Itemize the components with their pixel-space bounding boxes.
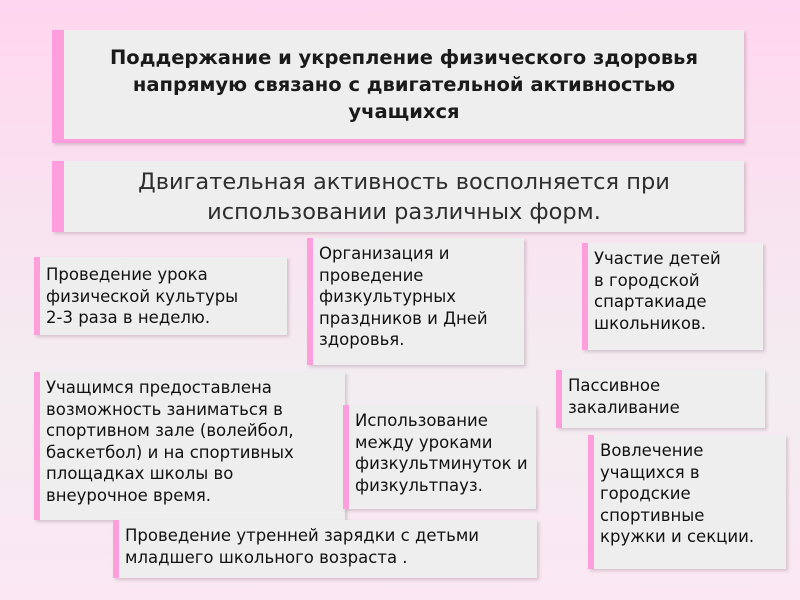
slide-subtitle-text: Двигательная активность восполняется при использовании различных форм.: [138, 168, 670, 225]
form-card-exercise-breaks: Использование между уроками физкультминуток и физкультпауз.: [343, 405, 536, 509]
form-card-city-spartakiad: Участие детей в городской спартакиаде школьников.: [582, 243, 763, 350]
form-card-passive-hardening: Пассивное закаливание: [556, 370, 765, 428]
form-card-sports-holidays: Организация и проведение физкультурных праздников и Дней здоровья.: [307, 238, 524, 365]
form-card-pe-lesson: Проведение урока физической культуры 2-3 раза в неделю.: [34, 257, 287, 335]
form-card-morning-exercise: Проведение утренней зарядки с детьми младшего школьного возраста .: [113, 520, 537, 578]
form-card-gym-access: Учащимся предоставлена возможность заниматься в спортивном зале (волейбол, баскетбол) и на спортивных площадках школы во внеурочное время.: [34, 372, 345, 520]
slide-subtitle: [52, 161, 744, 232]
form-card-sports-clubs: Вовлечение учащихся в городские спортивные кружки и секции.: [588, 435, 786, 569]
slide-title: [52, 30, 744, 143]
slide-title-text: Поддержание и укрепление физического здоровья напрямую связано с двигательной активностью учащихся: [109, 46, 699, 123]
